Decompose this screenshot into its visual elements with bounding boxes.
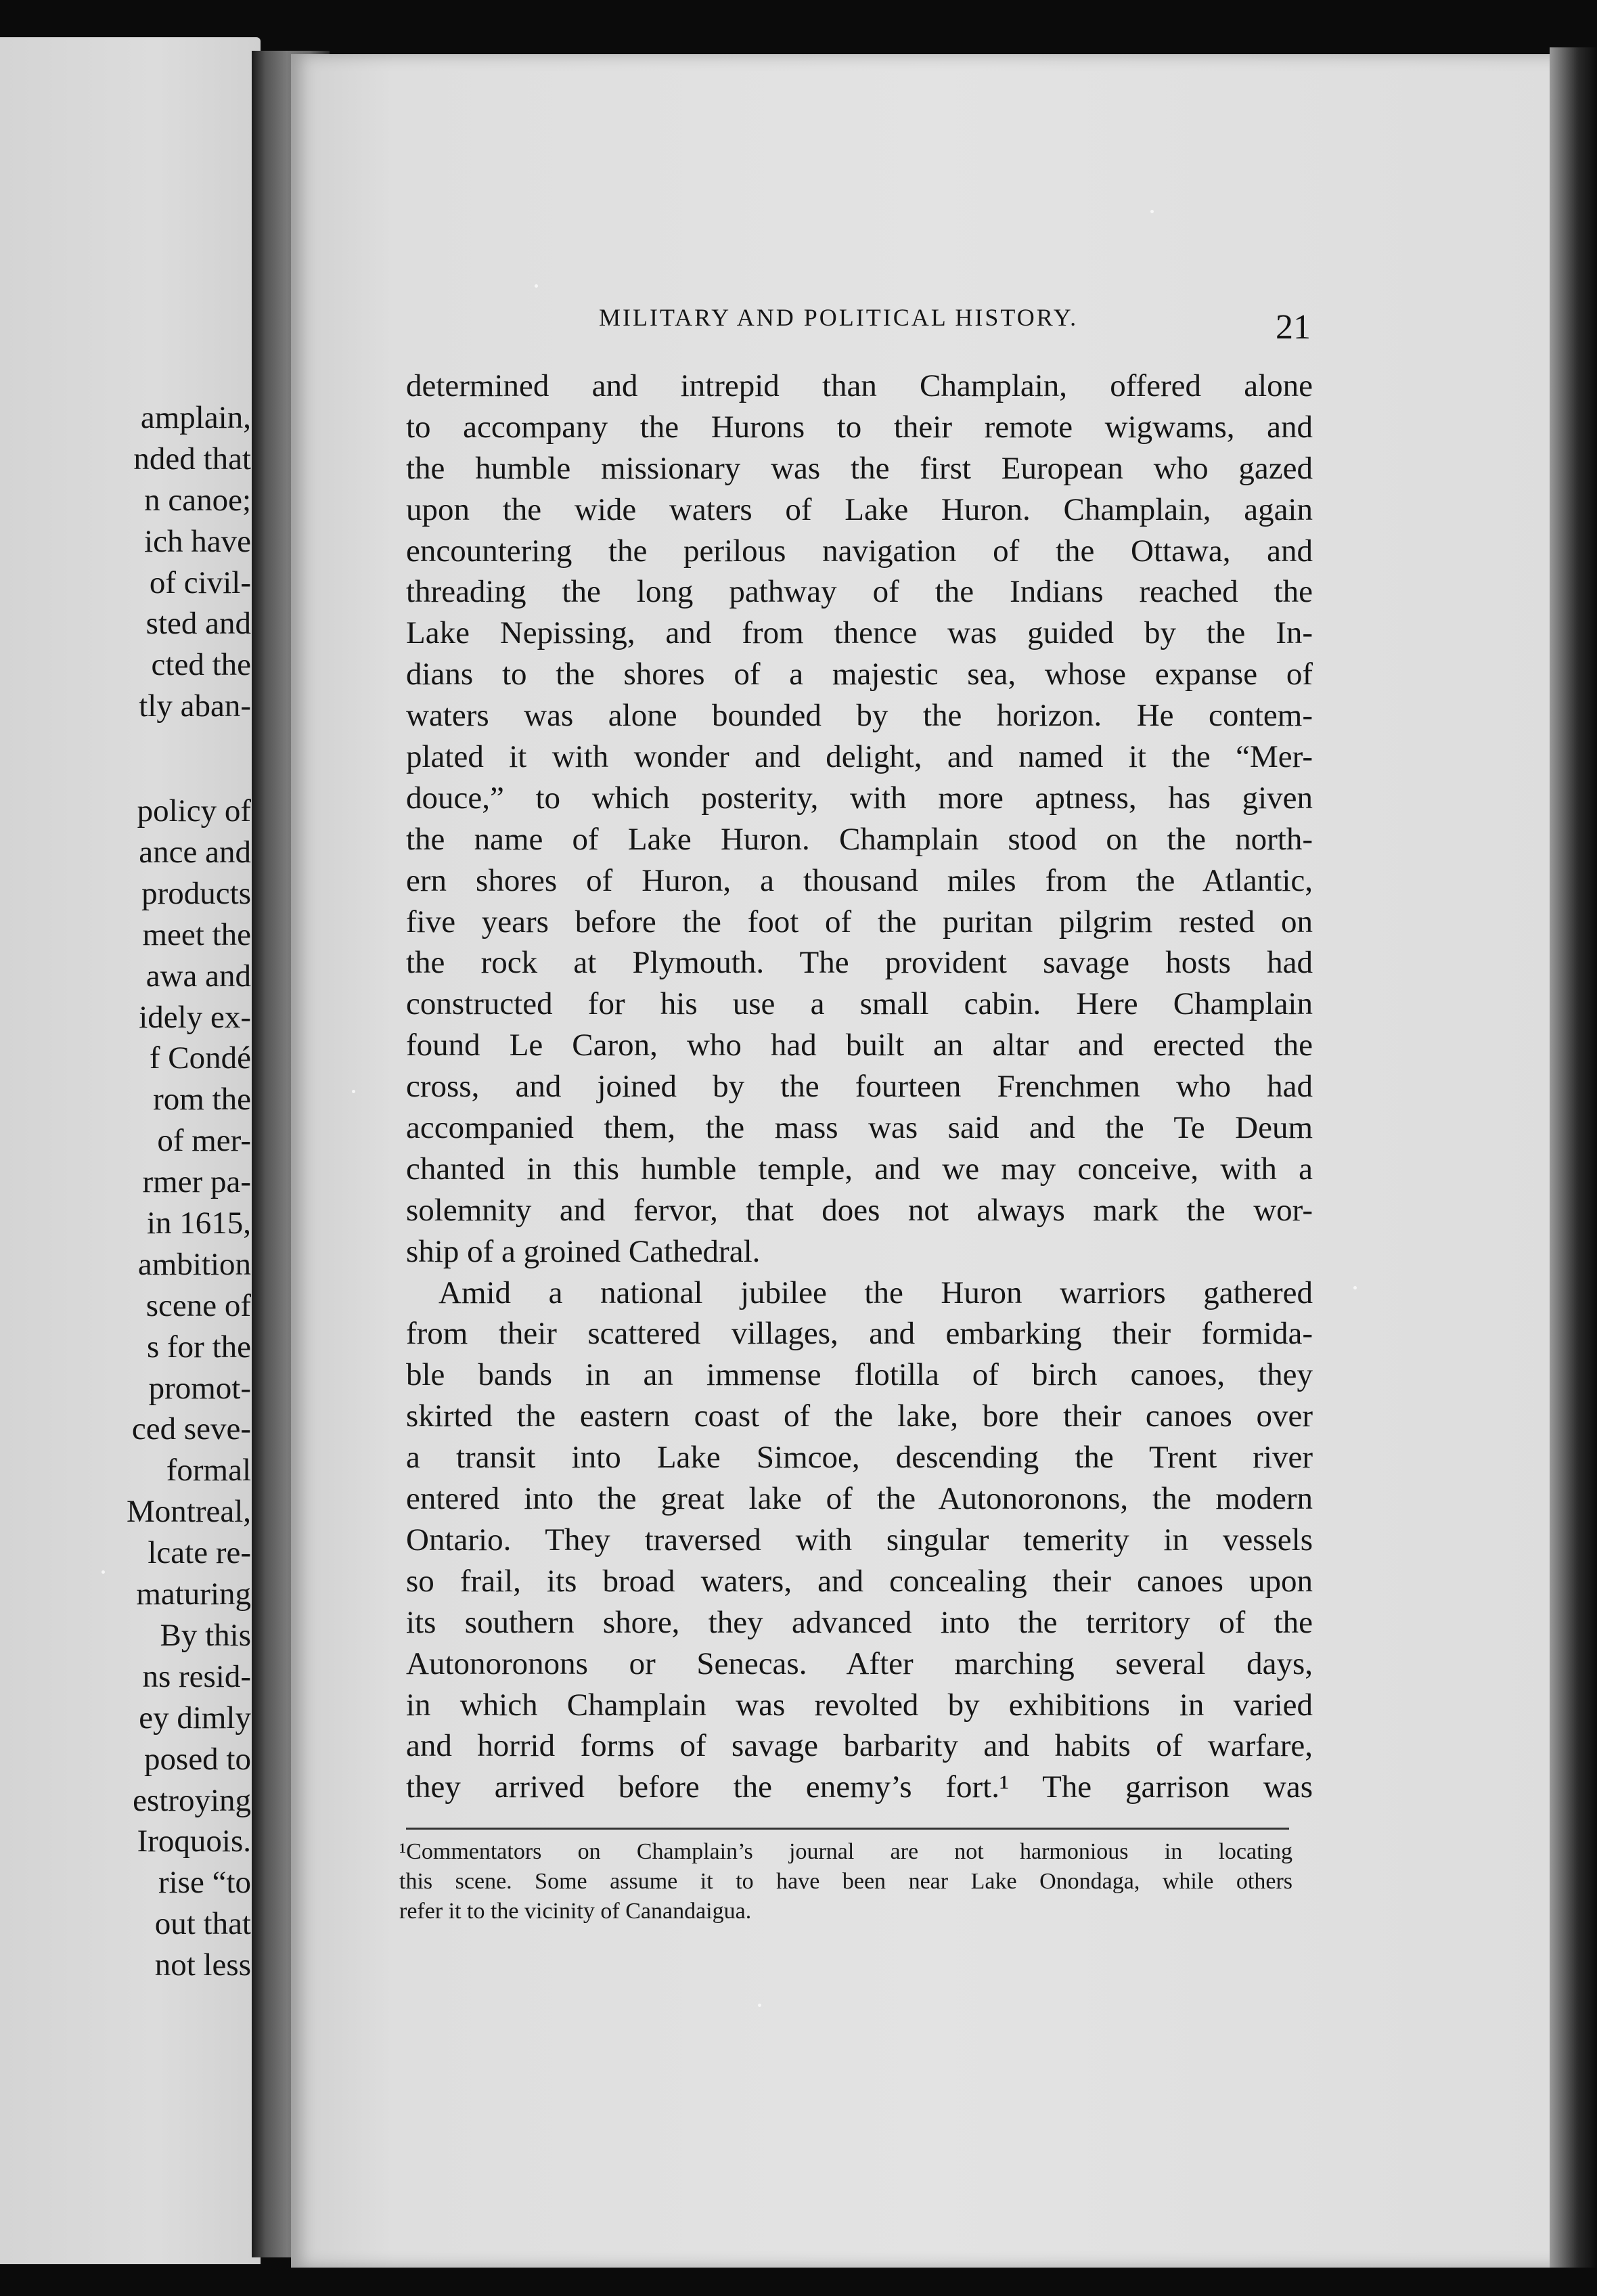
scan-speck xyxy=(1150,210,1154,213)
left-line: f Condé xyxy=(149,1040,251,1076)
left-line: ambition xyxy=(137,1246,251,1282)
left-line: promot- xyxy=(148,1370,251,1406)
scan-speck xyxy=(102,1570,105,1574)
text-line: douce,” to which posterity, with more aptness, has given xyxy=(406,780,1313,816)
left-line: lcate re- xyxy=(148,1535,251,1571)
scan-speck xyxy=(352,1090,355,1093)
left-line: n canoe; xyxy=(144,482,251,518)
left-line: ced seve- xyxy=(131,1411,251,1447)
left-line: ns resid- xyxy=(142,1658,251,1694)
left-line: products xyxy=(141,875,251,911)
text-line: they arrived before the enemy’s fort.¹ The garrison was xyxy=(406,1769,1313,1805)
left-line: Iroquois. xyxy=(137,1824,251,1859)
text-line: Lake Nepissing, and from thence was guided by the In- xyxy=(406,615,1313,651)
left-line: cted the xyxy=(151,647,251,683)
text-line: its southern shore, they advanced into the territory of the xyxy=(406,1604,1313,1640)
left-line: out that xyxy=(154,1906,251,1942)
text-line: constructed for his use a small cabin. Here Champlain xyxy=(406,986,1313,1022)
text-line: to accompany the Hurons to their remote wigwams, and xyxy=(406,409,1313,445)
text-line: upon the wide waters of Lake Huron. Champlain, again xyxy=(406,491,1313,527)
text-line: ble bands in an immense flotilla of birch canoes, they xyxy=(406,1357,1313,1393)
text-line: the rock at Plymouth. The provident savage hosts had xyxy=(406,945,1313,981)
text-line: the humble missionary was the first European who gazed xyxy=(406,450,1313,486)
left-facing-page xyxy=(0,37,261,2264)
footnote-line: this scene. Some assume it to have been near Lake Onondaga, while others xyxy=(399,1869,1292,1894)
page-edge-shadow xyxy=(1550,47,1597,2268)
left-line: estroying xyxy=(133,1782,251,1818)
footnote-rule xyxy=(406,1828,1289,1830)
text-line: solemnity and fervor, that does not always mark the wor- xyxy=(406,1192,1313,1228)
left-line: sted and xyxy=(145,606,251,642)
text-line: Autonoronons or Senecas. After marching several days, xyxy=(406,1646,1313,1681)
text-line: a transit into Lake Simcoe, descending the Trent river xyxy=(406,1440,1313,1476)
text-line: determined and intrepid than Champlain, offered alone xyxy=(406,368,1313,403)
left-line: formal xyxy=(166,1453,251,1488)
page-number: 21 xyxy=(1276,308,1311,347)
scan-speck xyxy=(535,284,538,288)
text-line: cross, and joined by the fourteen Frenchmen who had xyxy=(406,1069,1313,1105)
left-line: not less xyxy=(154,1947,251,1983)
text-line: waters was alone bounded by the horizon. He contem- xyxy=(406,698,1313,734)
text-line: threading the long pathway of the Indians reached the xyxy=(406,574,1313,610)
text-line: Amid a national jubilee the Huron warriors gathered xyxy=(438,1275,1313,1310)
left-paragraph-gap xyxy=(127,727,251,791)
scan-speck xyxy=(758,2004,761,2007)
text-line: encountering the perilous navigation of the Ottawa, and xyxy=(406,533,1313,569)
text-line: skirted the eastern coast of the lake, bore their canoes over xyxy=(406,1398,1313,1434)
left-line: in 1615, xyxy=(146,1206,251,1241)
left-line: policy of xyxy=(137,793,251,829)
left-line: By this xyxy=(160,1617,251,1653)
text-line: ship of a groined Cathedral. xyxy=(406,1233,761,1269)
left-page-text xyxy=(127,397,251,1986)
body-text xyxy=(406,366,1313,1808)
left-line: Montreal, xyxy=(126,1494,251,1530)
text-line: ern shores of Huron, a thousand miles from the Atlantic, xyxy=(406,862,1313,898)
text-line: from their scattered villages, and embarking their formida- xyxy=(406,1316,1313,1352)
left-line: idely ex- xyxy=(139,999,251,1035)
scan-speck xyxy=(1353,1286,1357,1289)
left-line: ich have xyxy=(144,523,251,559)
left-line: posed to xyxy=(144,1741,251,1777)
left-line: scene of xyxy=(145,1287,251,1323)
left-line: ey dimly xyxy=(139,1700,251,1736)
text-line: the name of Lake Huron. Champlain stood on the north- xyxy=(406,821,1313,857)
left-line: nded that xyxy=(133,441,251,477)
left-line: of civil- xyxy=(149,565,251,600)
text-line: chanted in this humble temple, and we may conceive, with a xyxy=(406,1151,1313,1187)
text-line: entered into the great lake of the Autonoronons, the modern xyxy=(406,1481,1313,1517)
text-line: plated it with wonder and delight, and named it the “Mer- xyxy=(406,739,1313,775)
footnote-line: ¹Commentators on Champlain’s journal are not harmonious in locating xyxy=(399,1839,1292,1864)
text-line: accompanied them, the mass was said and the Te Deum xyxy=(406,1110,1313,1146)
left-line: amplain, xyxy=(140,400,251,435)
left-line: tly aban- xyxy=(139,688,251,724)
left-line: rise “to xyxy=(158,1865,251,1901)
left-line: ance and xyxy=(139,835,251,870)
left-line: maturing xyxy=(136,1576,251,1612)
text-line: so frail, its broad waters, and concealing their canoes upon xyxy=(406,1563,1313,1599)
text-line: Ontario. They traversed with singular temerity in vessels xyxy=(406,1522,1313,1558)
footnote xyxy=(399,1837,1292,1926)
text-line: found Le Caron, who had built an altar and erected the xyxy=(406,1028,1313,1063)
text-line: dians to the shores of a majestic sea, whose expanse of xyxy=(406,657,1313,692)
left-line: meet the xyxy=(142,917,251,952)
left-line: of mer- xyxy=(157,1123,251,1159)
left-line: rom the xyxy=(153,1082,251,1118)
left-line: rmer pa- xyxy=(142,1164,251,1200)
left-line: awa and xyxy=(145,958,251,994)
text-line: five years before the foot of the puritan pilgrim rested on xyxy=(406,904,1313,940)
text-line: in which Champlain was revolted by exhibitions in varied xyxy=(406,1687,1313,1723)
footnote-line: refer it to the vicinity of Canandaigua. xyxy=(399,1899,752,1924)
running-head: MILITARY AND POLITICAL HISTORY. xyxy=(599,304,1079,331)
left-line: s for the xyxy=(146,1329,251,1365)
text-line: and horrid forms of savage barbarity and habits of warfare, xyxy=(406,1728,1313,1764)
